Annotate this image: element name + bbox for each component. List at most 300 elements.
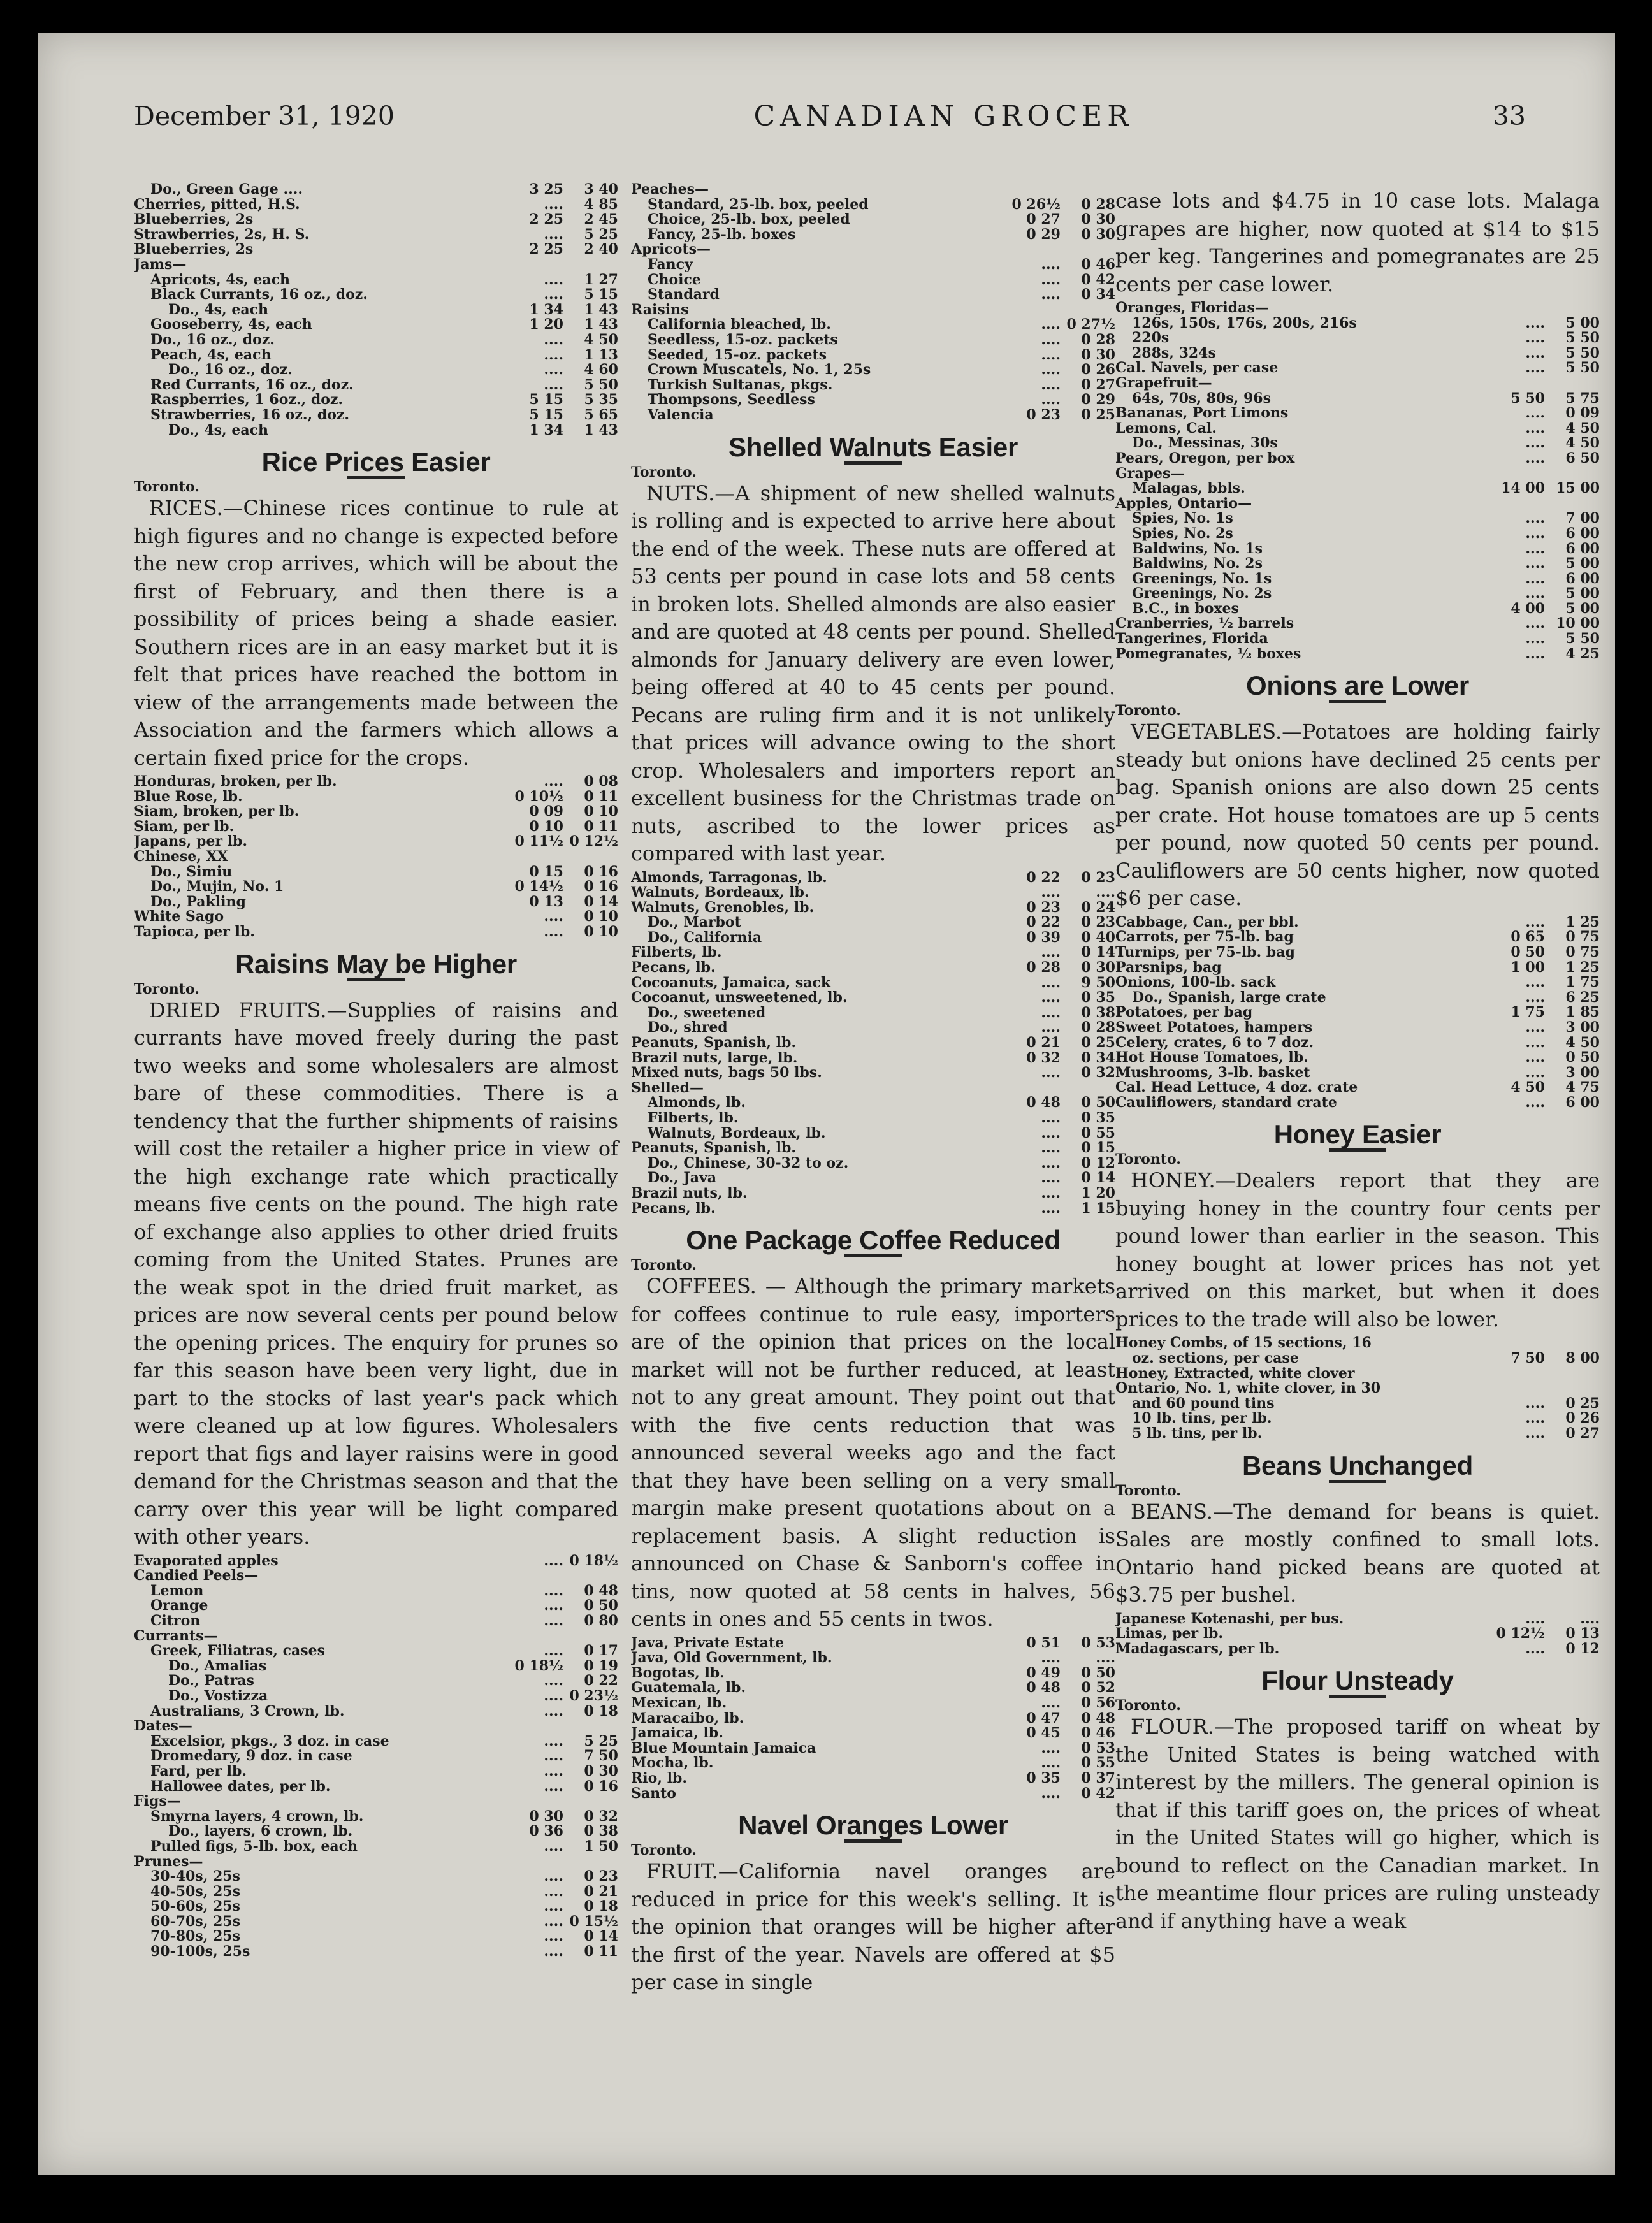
price-row [1115, 1066, 1600, 1081]
price-row [134, 1614, 618, 1629]
price-high: 0 30 [584, 1763, 618, 1779]
price-low: 0 12½ [1496, 1626, 1545, 1642]
item-name: Walnuts, Bordeaux, lb. [631, 885, 809, 901]
price-low: .... [544, 1674, 563, 1689]
item-name: Guatemala, lb. [631, 1681, 746, 1697]
item-name: Valencia [648, 407, 714, 423]
item-name: Almonds, lb. [648, 1096, 746, 1111]
price-low: 2 25 [529, 242, 563, 257]
item-name: Apples, Ontario— [1115, 496, 1252, 512]
price-low: .... [1525, 315, 1545, 331]
price-low: .... [544, 1644, 563, 1659]
price-low: .... [1041, 1185, 1061, 1201]
price-high: 4 50 [1565, 436, 1600, 451]
price-row [134, 925, 618, 940]
price-row [631, 393, 1115, 408]
price-low: 0 30 [529, 1809, 563, 1825]
price-row [134, 228, 618, 243]
navel-article-continued: case lots and $4.75 in 10 case lots. Malaga grapes are higher, now quoted at $14 to $15 per keg. Tangerines and pomegranates are 25 cents per case lower. [1115, 189, 1600, 296]
price-high: 0 30 [1081, 227, 1115, 243]
price-row [631, 408, 1115, 423]
price-high: 0 34 [1081, 1050, 1115, 1066]
item-name: Bananas, Port Limons [1115, 406, 1289, 421]
price-high: 0 14 [1081, 1171, 1115, 1186]
price-high: 5 50 [1565, 345, 1600, 361]
price-low: .... [1525, 1396, 1545, 1412]
item-name: Hallowee dates, per lb. [150, 1779, 331, 1795]
price-row [1115, 1020, 1600, 1036]
price-high: 0 56 [1081, 1696, 1115, 1711]
item-name: Cherries, pitted, H.S. [134, 197, 300, 213]
price-row [631, 1681, 1115, 1696]
price-high: 0 10 [584, 804, 618, 820]
price-high: 6 00 [1565, 1095, 1600, 1111]
price-low: .... [1041, 1126, 1061, 1141]
item-name: Chinese, XX [134, 850, 228, 865]
beans-dateline: Toronto. [1115, 1482, 1181, 1499]
price-row [1115, 990, 1600, 1006]
price-high: 0 55 [1081, 1126, 1115, 1141]
price-high: 0 14 [584, 894, 618, 910]
price-row [134, 1915, 618, 1930]
price-row [1115, 436, 1600, 451]
price-high: 0 12½ [569, 834, 618, 850]
price-low: 0 10½ [514, 789, 563, 805]
price-low: 0 29 [1026, 227, 1061, 243]
price-high: 0 75 [1565, 945, 1600, 960]
price-row [631, 1081, 1115, 1096]
price-high: 0 37 [1081, 1771, 1115, 1786]
price-row [631, 378, 1115, 393]
price-row [134, 393, 618, 408]
price-high: 6 50 [1565, 451, 1600, 467]
price-row [1115, 346, 1600, 361]
price-row [134, 1899, 618, 1915]
price-low: 0 48 [1026, 1681, 1061, 1697]
item-name: Grapes— [1115, 466, 1185, 482]
price-low: .... [1525, 1641, 1545, 1657]
price-high: 0 29 [1081, 393, 1115, 408]
column-3 [1115, 187, 1600, 1935]
price-row [1115, 1351, 1600, 1366]
price-low: 4 00 [1511, 601, 1545, 617]
item-name: Shelled— [631, 1080, 704, 1096]
price-high: 3 00 [1565, 1065, 1600, 1081]
price-row [134, 1794, 618, 1809]
price-row [1115, 301, 1600, 316]
item-name: Mushrooms, 3-lb. basket [1115, 1065, 1310, 1081]
price-high: 5 25 [584, 1734, 618, 1749]
price-row [134, 287, 618, 303]
price-low: .... [1525, 1095, 1545, 1111]
price-row [631, 363, 1115, 378]
item-name: Grapefruit— [1115, 375, 1212, 391]
item-name: Do., Mujin, No. 1 [150, 880, 284, 895]
price-high: 1 27 [584, 272, 618, 288]
item-name: Tapioca, per lb. [134, 925, 255, 940]
price-high: 0 38 [584, 1824, 618, 1839]
price-low: 0 14½ [514, 880, 563, 895]
item-name: Spies, No. 1s [1132, 511, 1233, 526]
item-name: Choice [648, 272, 701, 288]
item-name: Java, Old Government, lb. [631, 1651, 832, 1666]
price-row [1115, 511, 1600, 526]
price-high: 0 21 [584, 1884, 618, 1900]
price-high: 0 40 [1081, 930, 1115, 946]
price-high: 0 48 [584, 1583, 618, 1599]
price-row [631, 333, 1115, 348]
item-name: Do., 4s, each [168, 302, 268, 318]
price-row [134, 273, 618, 288]
price-low: .... [1041, 1741, 1061, 1756]
price-row [631, 257, 1115, 273]
price-low: 0 18½ [514, 1658, 563, 1674]
item-name: Peaches— [631, 182, 709, 198]
walnuts-article: NUTS.—A shipment of new shelled walnuts is rolling and is expected to arrive here about the end of the week. These nuts are offered at 53 cents per pound in case lots and 58 cents in broken lots. Shelled almonds are also easier and are quoted at 48 cents per pound. Shelled almonds for January delivery are even lower, being offered at 40 to 45 cents per pound. Pecans are ruling firm and it is not unlikely that prices will advance owing to the short crop. Wholesalers and importers report an excellent business for the Christmas trade on nuts, ascribed to the lower prices as compared with last year. [631, 481, 1115, 865]
price-low: .... [1041, 1651, 1061, 1666]
price-high: 0 28 [1081, 197, 1115, 213]
item-name: Do., Java [648, 1171, 717, 1186]
price-high: 0 15½ [569, 1914, 618, 1930]
item-name: Black Currants, 16 oz., doz. [150, 287, 368, 303]
item-name: 30-40s, 25s [150, 1869, 241, 1885]
price-low: .... [544, 227, 563, 243]
price-low: 0 11½ [514, 834, 563, 850]
price-row [134, 1779, 618, 1795]
price-high: 0 30 [1081, 212, 1115, 228]
price-low: .... [1041, 377, 1061, 393]
item-name: Greenings, No. 2s [1132, 586, 1272, 602]
item-name: Evaporated apples [134, 1553, 279, 1569]
item-name: Fancy [648, 257, 693, 273]
item-name: Australians, 3 Crown, lb. [150, 1704, 345, 1720]
item-name: Spies, No. 2s [1132, 526, 1233, 542]
item-name: Orange [150, 1598, 208, 1614]
price-low: 4 50 [1511, 1080, 1545, 1096]
price-low: 0 35 [1026, 1771, 1061, 1786]
item-name: and 60 pound tins [1132, 1396, 1275, 1412]
price-row [631, 1171, 1115, 1186]
price-high: 3 00 [1565, 1020, 1600, 1036]
item-name: Baldwins, No. 2s [1132, 556, 1263, 572]
price-high: 5 50 [1565, 331, 1600, 346]
price-row [134, 1885, 618, 1900]
price-low: .... [1041, 257, 1061, 273]
navel-heading: Navel Oranges Lower [738, 1810, 1008, 1841]
item-name: Potatoes, per bag [1115, 1005, 1253, 1020]
price-table-canned-fruits [134, 182, 618, 438]
price-low: .... [1041, 332, 1061, 348]
price-high: 0 13 [1565, 1626, 1600, 1642]
item-name: Do., Green Gage .... [150, 182, 303, 198]
price-low: .... [1041, 1155, 1061, 1171]
price-low: 0 21 [1026, 1036, 1061, 1051]
item-name: 40-50s, 25s [150, 1884, 241, 1900]
price-row [1115, 421, 1600, 437]
item-name: 126s, 150s, 176s, 200s, 216s [1132, 315, 1357, 331]
price-high: 0 22 [584, 1674, 618, 1689]
flour-heading: Flour Unsteady [1261, 1665, 1454, 1696]
item-name: Madagascars, per lb. [1115, 1641, 1280, 1657]
price-low: .... [1525, 541, 1545, 557]
item-name: Walnuts, Grenobles, lb. [631, 900, 815, 916]
price-row [1115, 1426, 1600, 1442]
price-row [1115, 542, 1600, 557]
price-row [134, 820, 618, 835]
rice-article: RICES.—Chinese rices continue to rule at high figures and no change is expected before the new crop arrives, which will be about the first of February, and then there is a possibility of prices being a shade easier. Southern rices are in an easy market but it is felt that prices have reached the bottom in view of the arrangements made between the Association and the farmers which allows a certain fixed price for the crops. [134, 496, 618, 770]
price-low: .... [1525, 421, 1545, 437]
price-high: 0 53 [1081, 1635, 1115, 1651]
price-low: .... [1041, 272, 1061, 288]
item-name: Siam, broken, per lb. [134, 804, 300, 820]
price-row [134, 1944, 618, 1960]
price-high: 0 18 [584, 1899, 618, 1915]
item-name: Mixed nuts, bags 50 lbs. [631, 1066, 822, 1081]
price-high: .... [1096, 1651, 1115, 1666]
price-high: 0 52 [1081, 1681, 1115, 1697]
price-low: .... [544, 1944, 563, 1960]
price-high: 0 14 [584, 1929, 618, 1945]
item-name: Do., Patras [168, 1674, 254, 1689]
price-low: 0 27 [1026, 212, 1061, 228]
price-high: 0 23 [1081, 870, 1115, 886]
item-name: Filberts, lb. [631, 945, 722, 961]
navel-article: FRUIT.—California navel oranges are reduced in price for this week's selling. It is the opinion that oranges will be higher after the first of the year. Navels are offered at $5 per case in single [631, 1859, 1115, 1995]
onions-article: VEGETABLES.—Potatoes are holding fairly steady but onions have declined 25 cents per bag. Spanish onions are also down 25 cents per crate. Hot house tomatoes are up 5 cents per pound, now quoted 50 cents per pound. Cauliflowers are 50 cents higher, now quoted $6 per case. [1115, 720, 1600, 911]
price-row [134, 363, 618, 378]
item-name: Honey Combs, of 15 sections, 16 [1115, 1336, 1372, 1352]
price-low: .... [1525, 1426, 1545, 1442]
price-high: 5 50 [1565, 361, 1600, 376]
price-low: .... [544, 1869, 563, 1885]
price-high: 4 50 [584, 332, 618, 348]
price-low: 0 13 [529, 894, 563, 910]
price-row [631, 1096, 1115, 1111]
price-row [134, 1749, 618, 1764]
price-row [134, 1929, 618, 1944]
item-name: Do., layers, 6 crown, lb. [168, 1824, 353, 1839]
price-low: .... [544, 1688, 563, 1704]
item-name: Turnips, per 75-lb. bag [1115, 945, 1295, 960]
price-row [631, 348, 1115, 363]
price-low: 0 22 [1026, 870, 1061, 886]
price-row [134, 408, 618, 423]
price-high: .... [1096, 885, 1115, 901]
price-low: 0 23 [1026, 407, 1061, 423]
price-high: 0 26 [1081, 363, 1115, 378]
price-high: 0 11 [584, 1944, 618, 1960]
price-high: 1 25 [1565, 915, 1600, 930]
item-name: Smyrna layers, 4 crown, lb. [150, 1809, 364, 1825]
walnuts-heading: Shelled Walnuts Easier [728, 431, 1018, 462]
price-low: 14 00 [1501, 481, 1545, 496]
item-name: Do., California [648, 930, 762, 946]
price-high: 0 16 [584, 880, 618, 895]
price-row [134, 1855, 618, 1870]
price-row [1115, 467, 1600, 482]
item-name: 220s [1132, 331, 1170, 346]
item-name: Rio, lb. [631, 1771, 688, 1786]
price-row [134, 423, 618, 438]
price-row [134, 895, 618, 910]
item-name: Greenings, No. 1s [1132, 571, 1272, 587]
price-table-fruit [1115, 301, 1600, 662]
price-row [631, 1066, 1115, 1081]
price-low: .... [544, 1583, 563, 1599]
price-high: 0 32 [1081, 1066, 1115, 1081]
item-name: Honey, Extracted, white clover [1115, 1366, 1355, 1382]
price-row [1115, 915, 1600, 930]
item-name: Baldwins, No. 1s [1132, 541, 1263, 557]
price-low: .... [1525, 1050, 1545, 1066]
price-low: .... [544, 287, 563, 303]
price-low: .... [544, 1749, 563, 1764]
price-high: 0 25 [1565, 1396, 1600, 1412]
price-high: 0 28 [1081, 332, 1115, 348]
price-row [631, 182, 1115, 198]
raisins-dateline: Toronto. [134, 980, 199, 997]
item-name: Seeded, 15-oz. packets [648, 347, 827, 363]
price-row [134, 1839, 618, 1855]
item-name: White Sago [134, 909, 224, 925]
price-low: .... [1041, 1756, 1061, 1771]
price-row [1115, 1336, 1600, 1351]
price-high: 2 45 [584, 212, 618, 228]
price-low: .... [1525, 1065, 1545, 1081]
price-table-honey [1115, 1336, 1600, 1441]
price-row [134, 1674, 618, 1689]
price-row [1115, 960, 1600, 976]
price-high: 0 11 [584, 789, 618, 805]
price-low: 0 45 [1026, 1726, 1061, 1741]
price-row [134, 198, 618, 213]
price-row [631, 1756, 1115, 1771]
item-name: Do., 16 oz., doz. [168, 363, 293, 378]
item-name: Blue Rose, lb. [134, 789, 243, 805]
price-high: 5 75 [1565, 391, 1600, 407]
item-name: Pecans, lb. [631, 1201, 716, 1217]
price-high: 4 50 [1565, 1035, 1600, 1051]
price-low: .... [1525, 406, 1545, 421]
page-number: 33 [1492, 101, 1526, 131]
price-low: .... [1525, 331, 1545, 346]
item-name: Cauliflowers, standard crate [1115, 1095, 1337, 1111]
price-high: 1 43 [584, 423, 618, 438]
price-row [631, 1126, 1115, 1141]
price-high: 0 34 [1081, 287, 1115, 303]
price-row [631, 960, 1115, 976]
price-low: .... [1041, 975, 1061, 991]
running-head [134, 96, 1526, 136]
price-row [134, 317, 618, 333]
item-name: Dates— [134, 1719, 192, 1734]
beans-heading: Beans Unchanged [1242, 1450, 1473, 1481]
price-row [631, 1020, 1115, 1036]
price-low: .... [544, 1884, 563, 1900]
price-row [631, 871, 1115, 886]
price-row [1115, 376, 1600, 391]
price-row [134, 1704, 618, 1720]
price-low: 1 20 [529, 317, 563, 333]
onions-heading: Onions are Lower [1246, 670, 1469, 701]
price-high: 7 00 [1565, 511, 1600, 526]
price-high: 6 25 [1565, 990, 1600, 1006]
item-name: Brazil nuts, large, lb. [631, 1050, 798, 1066]
item-name: Lemon [150, 1583, 204, 1599]
price-high: 0 32 [584, 1809, 618, 1825]
navel-dateline: Toronto. [631, 1842, 697, 1859]
price-high: 0 46 [1081, 257, 1115, 273]
price-row [134, 774, 618, 790]
price-high: 0 50 [1081, 1665, 1115, 1681]
price-high: 0 35 [1081, 1111, 1115, 1126]
price-high: 9 50 [1081, 975, 1115, 991]
price-row [631, 1111, 1115, 1126]
item-name: Japans, per lb. [134, 834, 248, 850]
price-low: .... [1041, 317, 1061, 333]
item-name: Peanuts, Spanish, lb. [631, 1036, 797, 1051]
item-name: Lemons, Cal. [1115, 421, 1217, 437]
price-low: .... [1041, 1066, 1061, 1081]
price-low: 0 47 [1026, 1711, 1061, 1727]
price-row [1115, 1050, 1600, 1066]
price-low: 0 09 [529, 804, 563, 820]
price-row [134, 834, 618, 850]
item-name: Almonds, Tarragonas, lb. [631, 870, 827, 886]
price-row [134, 1568, 618, 1584]
item-name: Citron [150, 1614, 201, 1629]
publication-title: CANADIAN GROCER [753, 99, 1134, 133]
price-high: 0 53 [1081, 1741, 1115, 1756]
item-name: Do., Marbot [648, 915, 741, 930]
price-high: 0 30 [1081, 960, 1115, 976]
price-low: 0 32 [1026, 1050, 1061, 1066]
price-row [631, 1141, 1115, 1156]
item-name: Do., Spanish, large crate [1132, 990, 1326, 1006]
price-row [631, 212, 1115, 228]
price-high: 4 75 [1565, 1080, 1600, 1096]
price-high: 0 28 [1081, 1020, 1115, 1036]
price-row [134, 212, 618, 228]
price-row [631, 1036, 1115, 1051]
price-row [631, 303, 1115, 318]
price-row [134, 850, 618, 865]
price-high: 0 10 [584, 925, 618, 940]
price-row [134, 880, 618, 895]
price-row [134, 303, 618, 318]
price-low: 5 15 [529, 407, 563, 423]
item-name: Do., shred [648, 1020, 728, 1036]
flour-article: FLOUR.—The proposed tariff on wheat by the United States is being watched with interest by the millers. The general opinion is that if this tariff goes on, the prices of wheat in the United States will go higher, which is bound to reflect on the Canadian market. In the meantime flour prices are ruling unsteady and if anything have a weak [1115, 1714, 1600, 1933]
price-low: 7 50 [1511, 1351, 1545, 1366]
price-high: 0 27½ [1066, 317, 1115, 333]
item-name: Peach, 4s, each [150, 347, 272, 363]
item-name: Do., Chinese, 30-32 to oz. [648, 1155, 849, 1171]
price-low: 0 48 [1026, 1096, 1061, 1111]
price-low: .... [1041, 885, 1061, 901]
rice-heading: Rice Prices Easier [261, 447, 491, 477]
price-high: 0 50 [584, 1598, 618, 1614]
price-low: .... [1525, 571, 1545, 587]
price-row [1115, 361, 1600, 376]
price-high: 4 50 [1565, 421, 1600, 437]
price-low: .... [1525, 990, 1545, 1006]
item-name: Raspberries, 1 6oz., doz. [150, 393, 344, 408]
price-row [134, 1584, 618, 1599]
item-name: Currants— [134, 1628, 218, 1644]
price-low: .... [1041, 990, 1061, 1006]
price-row [1115, 1642, 1600, 1657]
